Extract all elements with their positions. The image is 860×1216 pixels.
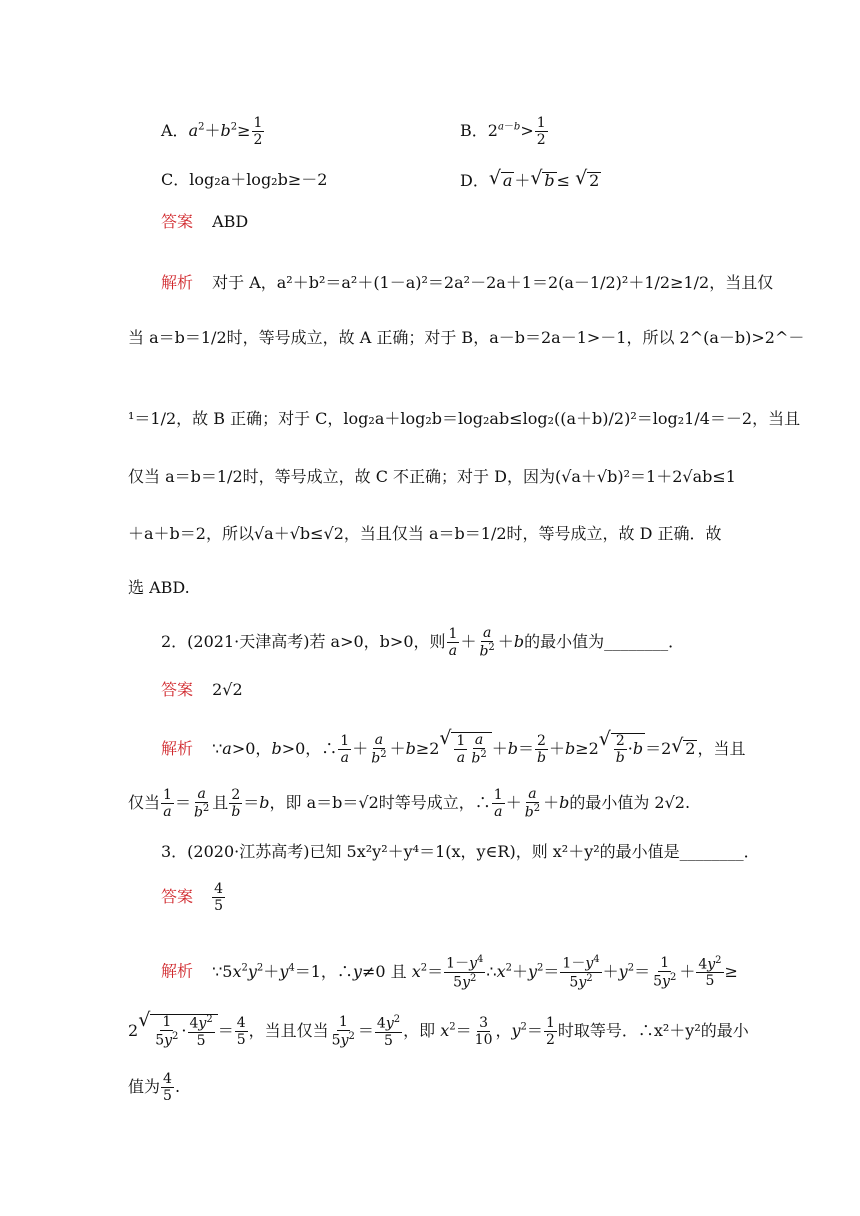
option-b-label: B． (460, 121, 488, 140)
q2-answer (161, 682, 243, 698)
q1-analysis-line-4: 仅当 a＝b＝1/2时，等号成立，故 C 不正确；对于 D，因为(√a＋√b)²＝1＋2√ab≤1 (128, 467, 736, 486)
q2-analysis-line2-end: 的最小值为 2√2. (569, 792, 691, 812)
q1-analysis-line-6: 选 ABD. (128, 578, 190, 597)
q3-stem: 3．(2020·江苏高考)已知 5x²y²＋y⁴＝1(x，y∈R)，则 x²＋y²的最小值是________． (161, 842, 760, 861)
q2-stem-prefix: 2．(2021·天津高考)若 a>0，b>0，则 (161, 631, 446, 651)
analysis-tag: 解析 (161, 961, 194, 981)
answer-value: ABD (212, 212, 249, 231)
q1-analysis-line-2: 当 a＝b＝1/2时，等号成立，故 A 正确；对于 B，a－b＝2a－1>－1，所以 2^(a－b)>2^－ (128, 328, 805, 347)
q1-analysis-line-5: ＋a＋b＝2，所以√a＋√b≤√2，当且仅当 a＝b＝1/2时，等号成立，故 D 正确．故 (128, 524, 722, 543)
q2-analysis-line1-end: ，当且 (697, 738, 746, 758)
q3-analysis-line-3: 值为 $\frac{4}{5}$ . (128, 1071, 181, 1104)
q3-analysis-line-2: 2 √ $\frac{1}{5y^2}$ · $\frac{4y^2}{5}$ ＝ $\frac{4}{5}$ ，当且仅当 $\frac{1}{5y^2}$ ＝ $\frac{4y^2}{5}$ ，即 $x^2=$ $\frac{3}{10}$ ，$y^2=$ $\frac{1}{2}$ 时取等号．∴x²＋y²的最小 (128, 1014, 749, 1048)
q3-analysis-line2-mid2: ，即 (403, 1020, 436, 1040)
q3-analysis-line-1: 解析 $\because 5x^2y^2+y^4=1$，∴y≠0 且 $x^2=$ $\frac{1-y^4}{5y^2}$ $\therefore x^2+y^2=$ $\frac{1-y^4}{5y^2}$ $+y^2=$ $\frac{1}{5y^2}$ ＋ $\frac{4y^2}{5}$ ≥ (161, 954, 738, 991)
analysis-tag: 解析 (161, 738, 194, 758)
q1-analysis-line-1 (161, 275, 773, 291)
option-c: C．log₂a＋log₂b≥－2 (161, 170, 328, 189)
option-a-label: A． (161, 121, 189, 140)
q2-analysis-line-1: 解析 ∵a>0，b>0，∴ $\frac{1}{a}$ ＋ $\frac{a}{b^2}$ ＋b≥2 √ $\frac{1}{a}$ $\frac{a}{b^2}$ ＋b＝ $\frac{2}{b}$ ＋b≥2 √ $\frac{2}{b}$ ·b ＝2√ 2 ，当且 (161, 732, 746, 766)
option-d: D．√ a ＋√ b ≤ √ 2 (460, 172, 601, 189)
q1-analysis-line-3: ¹＝1/2，故 B 正确；对于 C，log₂a＋log₂b＝log₂ab≤log₂((a＋b)/2)²＝log₂1/4＝－2，当且 (128, 409, 801, 428)
answer-numerator: 4 (214, 881, 224, 897)
q2-stem: 2．(2021·天津高考)若 a>0，b>0，则 $\frac{1}{a}$ ＋ $\frac{a}{b^2}$ ＋b的最小值为________． (161, 625, 685, 660)
answer-value: 2√2 (212, 680, 243, 699)
q2-analysis-line2-start: 仅当 (128, 792, 161, 812)
answer-tag: 答案 (161, 680, 194, 699)
q3-analysis-line2-end: 时取等号．∴x²＋y²的最小 (557, 1020, 749, 1040)
q1-answer (161, 214, 248, 230)
q2-analysis-line-2: 仅当 $\frac{1}{a}$ ＝ $\frac{a}{b^2}$ 且 $\frac{2}{b}$ ＝b，即 a＝b＝√2时等号成立，∴ $\frac{1}{a}$ ＋ $\frac{a}{b^2}$ ＋b的最小值为 2√2. (128, 786, 691, 821)
q2-stem-suffix: 的最小值为________． (524, 631, 685, 651)
q3-analysis-line3: 值为 (128, 1077, 161, 1096)
q3-answer (161, 882, 226, 913)
answer-tag: 答案 (161, 212, 194, 231)
q2-analysis-line2-mid: ，即 a＝b＝√2时等号成立，∴ (269, 792, 491, 812)
answer-tag: 答案 (161, 887, 194, 906)
answer-denominator: 5 (214, 898, 224, 914)
option-b: B．$2^{a-b}>$ $\frac{1}{2}$ (460, 115, 546, 148)
analysis-text: 对于 A，a²＋b²＝a²＋(1－a)²＝2a²－2a＋1＝2(a－1/2)²＋1/2≥1/2，当且仅 (212, 273, 774, 292)
option-a: A．$a^2+b^2\ge$ $\frac{1}{2}$ (161, 115, 263, 148)
option-d-label: D． (460, 171, 489, 190)
analysis-tag: 解析 (161, 273, 194, 292)
q3-analysis-line2-mid: ，当且仅当 (248, 1020, 329, 1040)
